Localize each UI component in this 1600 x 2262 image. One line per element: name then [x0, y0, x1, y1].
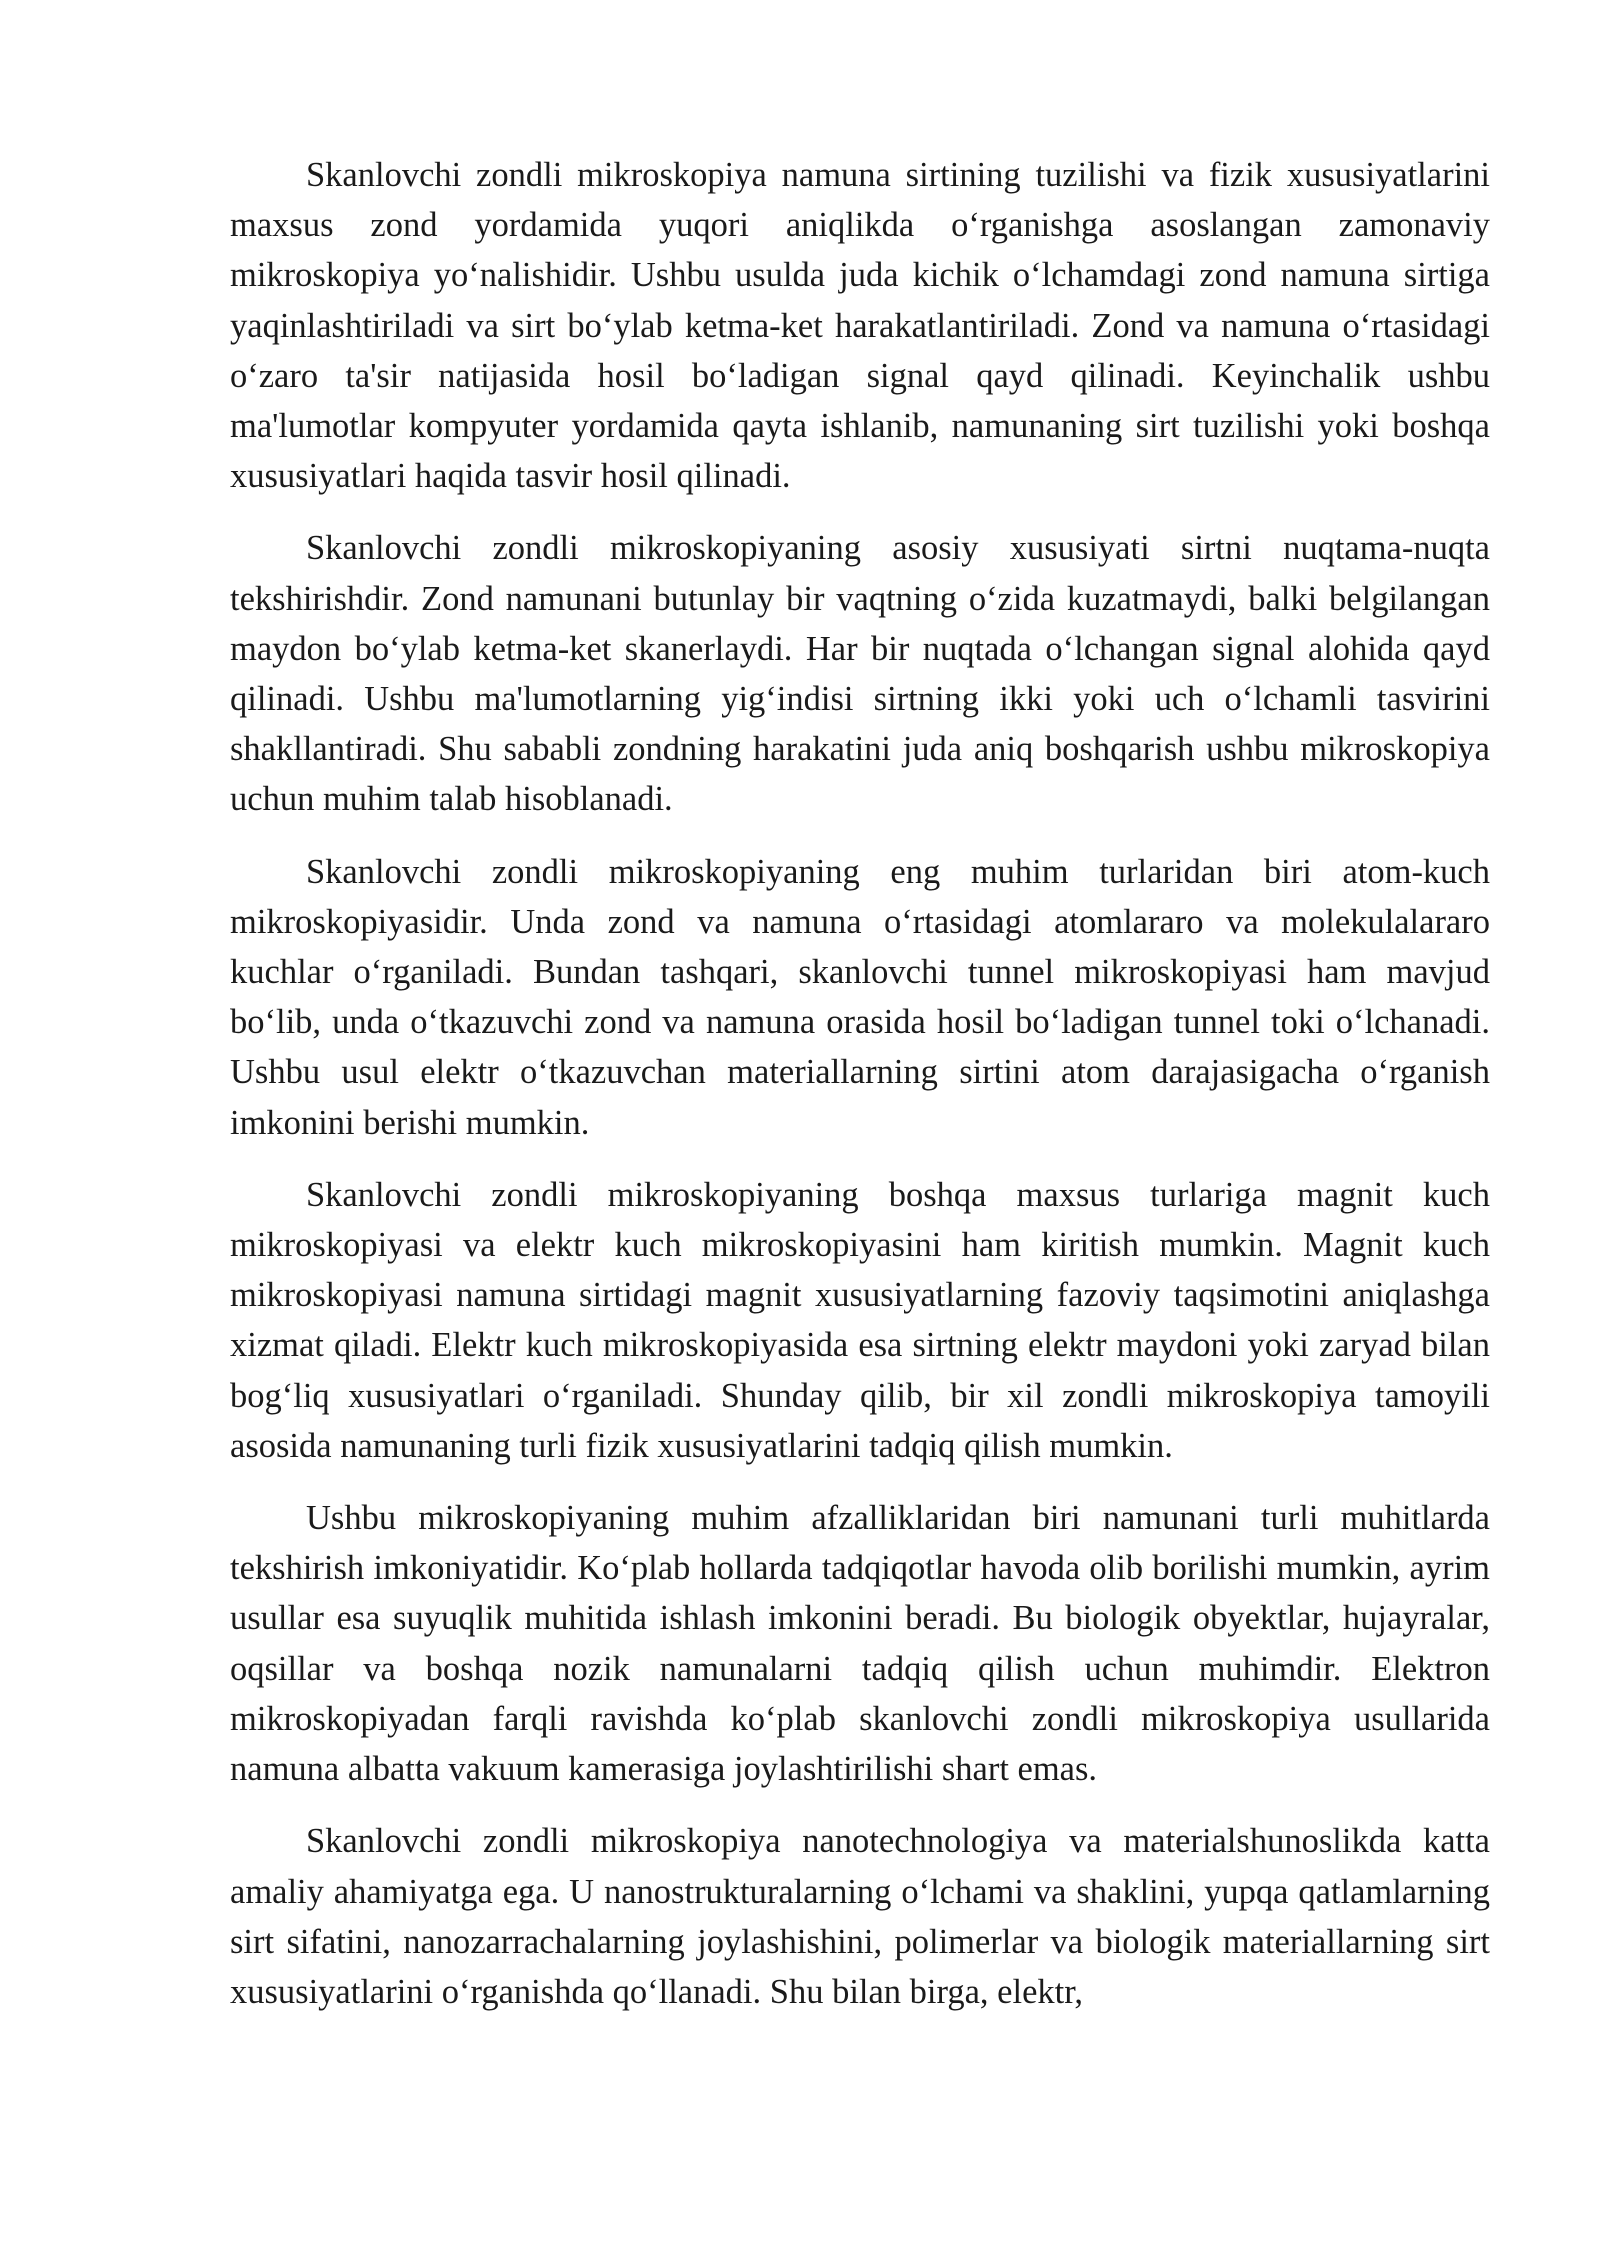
paragraph-2: Skanlovchi zondli mikroskopiyaning asosiy xususiyati sirtni nuqtama-nuqta tekshirishdir. Zond namunani butunlay bir vaqtning o‘zida kuzatmaydi, balki belgilangan maydon bo‘ylab ketma-ket skanerlaydi. Har bir nuqtada o‘lchangan signal alohida qayd qilinadi. Ushbu ma'lumotlarning yig‘indisi sirtning ikki yoki uch o‘lchamli tasvirini shakllantiradi. Shu sababli zondning harakatini juda aniq boshqarish ushbu mikroskopiya uchun muhim talab hisoblanadi. [230, 529, 1490, 819]
paragraph-3: Skanlovchi zondli mikroskopiyaning eng muhim turlaridan biri atom-kuch mikroskopiyasidir. Unda zond va namuna o‘rtasidagi atomlararo va molekulalararo kuchlar o‘rganiladi. Bundan tashqari, skanlovchi tunnel mikroskopiyasi ham mavjud bo‘lib, unda o‘tkazuvchi zond va namuna orasida hosil bo‘ladigan tunnel toki o‘lchanadi. Ushbu usul elektr o‘tkazuvchan materiallarning sirtini atom darajasigacha o‘rganish imkonini berishi mumkin. [230, 852, 1490, 1142]
paragraph-5: Ushbu mikroskopiyaning muhim afzalliklaridan biri namunani turli muhitlarda tekshirish imkoniyatidir. Ko‘plab hollarda tadqiqotlar havoda olib borilishi mumkin, ayrim usullar esa suyuqlik muhitida ishlash imkonini beradi. Bu biologik obyektlar, hujayralar, oqsillar va boshqa nozik namunalarni tadqiq qilish uchun muhimdir. Elektron mikroskopiyadan farqli ravishda ko‘plab skanlovchi zondli mikroskopiya usullarida namuna albatta vakuum kamerasiga joylashtirilishi shart emas. [230, 1499, 1490, 1789]
paragraph-6: Skanlovchi zondli mikroskopiya nanotechnologiya va materialshunoslikda katta amaliy ahamiyatga ega. U nanostrukturalarning o‘lchami va shaklini, yupqa qatlamlarning sirt sifatini, nanozarrachalarning joylashishini, polimerlar va biologik materiallarning sirt xususiyatlarini o‘rganishda qo‘llanadi. Shu bilan birga, elektr, [230, 1822, 1490, 2011]
paragraph-4: Skanlovchi zondli mikroskopiyaning boshqa maxsus turlariga magnit kuch mikroskopiyasi va elektr kuch mikroskopiyasini ham kiritish mumkin. Magnit kuch mikroskopiyasi namuna sirtidagi magnit xususiyatlarning fazoviy taqsimotini aniqlashga xizmat qiladi. Elektr kuch mikroskopiyasida esa sirtning elektr maydoni yoki zaryad bilan bog‘liq xususiyatlari o‘rganiladi. Shunday qilib, bir xil zondli mikroskopiya tamoyili asosida namunaning turli fizik xususiyatlarini tadqiq qilish mumkin. [230, 1175, 1490, 1465]
document-body [230, 150, 1490, 2039]
paragraph-1: Skanlovchi zondli mikroskopiya namuna sirtining tuzilishi va fizik xususiyatlarini maxsus zond yordamida yuqori aniqlikda o‘rganishga asoslangan zamonaviy mikroskopiya yo‘nalishidir. Ushbu usulda juda kichik o‘lchamdagi zond namuna sirtiga yaqinlashtiriladi va sirt bo‘ylab ketma-ket harakatlantiriladi. Zond va namuna o‘rtasidagi o‘zaro ta'sir natijasida hosil bo‘ladigan signal qayd qilinadi. Keyinchalik ushbu ma'lumotlar kompyuter yordamida qayta ishlanib, namunaning sirt tuzilishi yoki boshqa xususiyatlari haqida tasvir hosil qilinadi. [230, 156, 1490, 496]
